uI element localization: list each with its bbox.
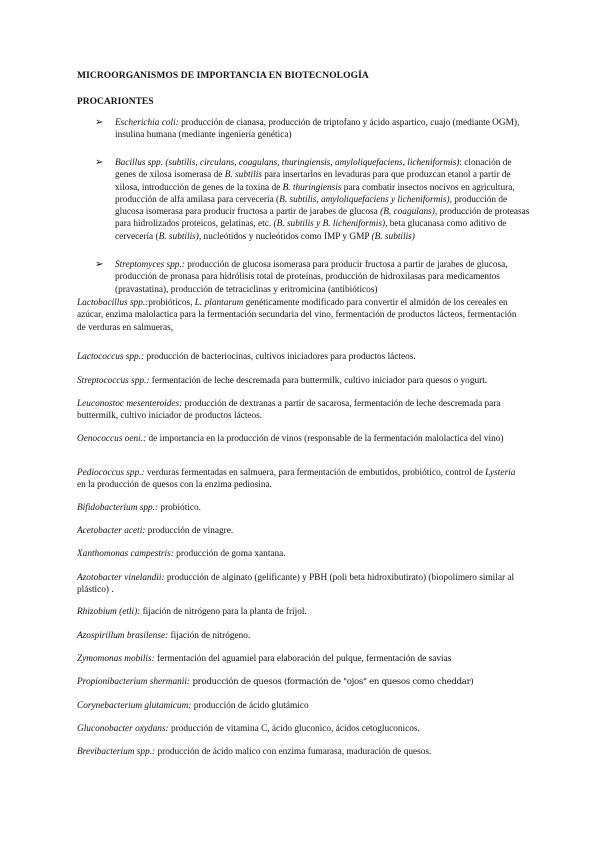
organism-name: Bacillus spp. (subtilis, circulans, coagulans, thuringiensis, amyloliquefaciens, licheniformis) — [115, 158, 460, 168]
organism-description: fijación de nitrógeno para la planta de frijol. — [140, 607, 307, 617]
organism-name: Azospirillum brasilense: — [77, 631, 169, 641]
species-ref: Lysteria — [485, 468, 516, 478]
organism-description: fijación de nitrógeno. — [168, 631, 251, 641]
paragraph-azotobacter — [77, 572, 523, 597]
organism-description: verduras fermentadas en salmuera, para fermentación de embutidos, probiótico, control de — [144, 468, 486, 478]
organism-description: producción de bacteriocinas, cultivos iniciadores para productos lácteos. — [144, 352, 416, 362]
organism-description: producción de ácido malico con enzima fumarasa, maduración de quesos. — [155, 747, 432, 757]
paragraph-pediococcus — [77, 467, 523, 492]
paragraph-rhizobium — [77, 606, 523, 618]
description-part: para combatir insectos nocivos en agricultura, producción de alfa amilasa para cervecería ( — [115, 182, 515, 205]
paragraph-gluconobacter — [77, 723, 523, 735]
arrow-bullet-icon: ➢ — [95, 157, 104, 168]
species-ref: B. subtilis — [224, 170, 262, 181]
species-ref: B. thuringiensis — [282, 182, 342, 193]
organism-name: Streptomyces spp.: — [115, 260, 185, 270]
organism-name: Zymomonas mobilis: — [77, 654, 155, 664]
paragraph-zymomonas — [77, 653, 523, 665]
description-part: para insertarlos en levaduras para que produzcan etanol a partir de xilosa, introducción de genes de la toxina de — [115, 170, 511, 193]
organism-description: fermentación de leche descremada para buttermilk, cultivo iniciador para quesos o yogurt. — [149, 376, 488, 386]
organism-description: producción de quesos (formación de "ojos" en quesos como cheddar) — [190, 677, 474, 687]
arrow-bullet-icon: ➢ — [95, 259, 104, 270]
species-ref: (B. subtilis y B. licheniformis), — [273, 219, 388, 230]
description-part: beta glucanasa como aditivo de cervecería ( — [115, 219, 507, 242]
paragraph-lactococcus — [77, 351, 523, 363]
paragraph-azospirillum — [77, 630, 523, 642]
organism-name: Lactobacillus spp.: — [77, 298, 149, 308]
organism-description: producción de alginato (gelificante) y PBH (poli beta hidroxibutirato) (biopolímero similar al plástico) . — [77, 573, 515, 596]
paragraph-xanthomonas — [77, 548, 523, 560]
organism-name: Pediococcus spp.: — [77, 468, 145, 478]
species-ref: L. plantarum — [194, 298, 244, 308]
organism-name: Oenococcus oeni.: — [77, 434, 147, 444]
organism-name: Corynebacterium glutamicum: — [77, 701, 192, 711]
arrow-bullet-icon: ➢ — [95, 117, 104, 128]
bullet-text — [115, 259, 533, 296]
organism-description: probiótico. — [158, 503, 201, 513]
section-heading: PROCARIONTES — [77, 97, 154, 107]
bullet-text — [115, 157, 533, 243]
organism-name: Leuconostoc mesenteroides: — [77, 399, 183, 409]
paragraph-streptococcus — [77, 375, 523, 387]
organism-description: producción de glucosa isomerasa para producir fructosa a partir de jarabes de glucosa, producción de pronasa para hidrólisis total de proteínas, producción de hidroxilasas para medicamentos (pravastatina), producción de tetraciclinas y eritromicina (antibióticos) — [115, 260, 508, 295]
paragraph-bifidobacterium — [77, 502, 523, 514]
paragraph-acetobacter — [77, 525, 523, 537]
paragraph-corynebacterium — [77, 700, 523, 712]
organism-description: producción de dextranas a partir de sacarosa, fermentación de leche descremada para buttermilk, cultivo iniciador de productos lácteos. — [77, 399, 501, 422]
paragraph-lactobacillus — [77, 297, 523, 334]
document-title: MICROORGANISMOS DE IMPORTANCIA EN BIOTECNOLOGÍA — [77, 71, 369, 81]
organism-name: Brevibacterium spp.: — [77, 747, 156, 757]
organism-name: Xanthomonas campestris: — [77, 549, 174, 559]
organism-description: fermentación del aguamiel para elaboración del pulque, fermentación de savias — [154, 654, 452, 664]
paragraph-propionibacterium — [77, 676, 523, 688]
organism-description: producción de vinagre. — [145, 526, 234, 536]
organism-description: producción de ácido glutámico — [191, 701, 309, 711]
description-part: producción de proteasas para hidrolizados proteicos, gelatinas, etc. — [115, 207, 530, 230]
organism-name: Rhizobium (etli): — [77, 607, 141, 617]
organism-name: Gluconobacter oxydans: — [77, 724, 169, 734]
description-part: nucleótidos y nucleótidos como IMP y GMP — [201, 231, 372, 242]
organism-name: Propionibacterium shermanii: — [77, 677, 191, 687]
organism-description: probióticos, — [148, 298, 195, 308]
organism-name: Azotobacter vinelandii: — [77, 573, 165, 583]
paragraph-oenococcus — [77, 433, 523, 445]
organism-description: genéticamente modificado para convertir el almidón de los cereales en azúcar, enzima malolactica para la fermentación secundaria del vino, fermentación de productos lácteos, fermentación de verduras en salmueras, — [77, 298, 517, 333]
organism-description: producción de goma xantana. — [173, 549, 286, 559]
species-ref: B. subtilis, amyloliquefaciens y licheniformis), — [279, 194, 452, 205]
paragraph-brevibacterium — [77, 746, 523, 758]
description-part: : clonación de genes de xilosa isomerasa de — [115, 158, 512, 181]
organism-name: Lactococcus spp.: — [77, 352, 145, 362]
organism-name: Escherichia coli: — [115, 118, 179, 128]
species-ref: (B. coagulans), — [380, 207, 438, 218]
species-ref: (B. subtilis) — [371, 231, 415, 242]
description-part: producción de glucosa isomerasa para producir fructosa a partir de jarabes de glucosa — [115, 194, 508, 218]
organism-description: producción de cianasa, producción de triptofano y ácido aspartico, cuajo (mediante OGM), insulina humana (mediante ingeniería genética) — [115, 118, 520, 141]
organism-description: producción de vitamina C, ácido gluconico, ácidos cetogluconicos. — [168, 724, 420, 734]
organism-name: Acetobacter aceti: — [77, 526, 146, 536]
organism-description: de importancia en la producción de vinos (responsable de la fermentación malolactica del vino) — [146, 434, 504, 444]
species-ref: B. subtilis), — [158, 231, 202, 242]
organism-name: Bifidobacterium spp.: — [77, 503, 159, 513]
paragraph-leuconostoc — [77, 398, 523, 423]
bullet-text — [115, 117, 533, 142]
organism-name: Streptococcus spp.: — [77, 376, 150, 386]
organism-description: en la producción de quesos con la enzima pediosina. — [77, 480, 272, 491]
